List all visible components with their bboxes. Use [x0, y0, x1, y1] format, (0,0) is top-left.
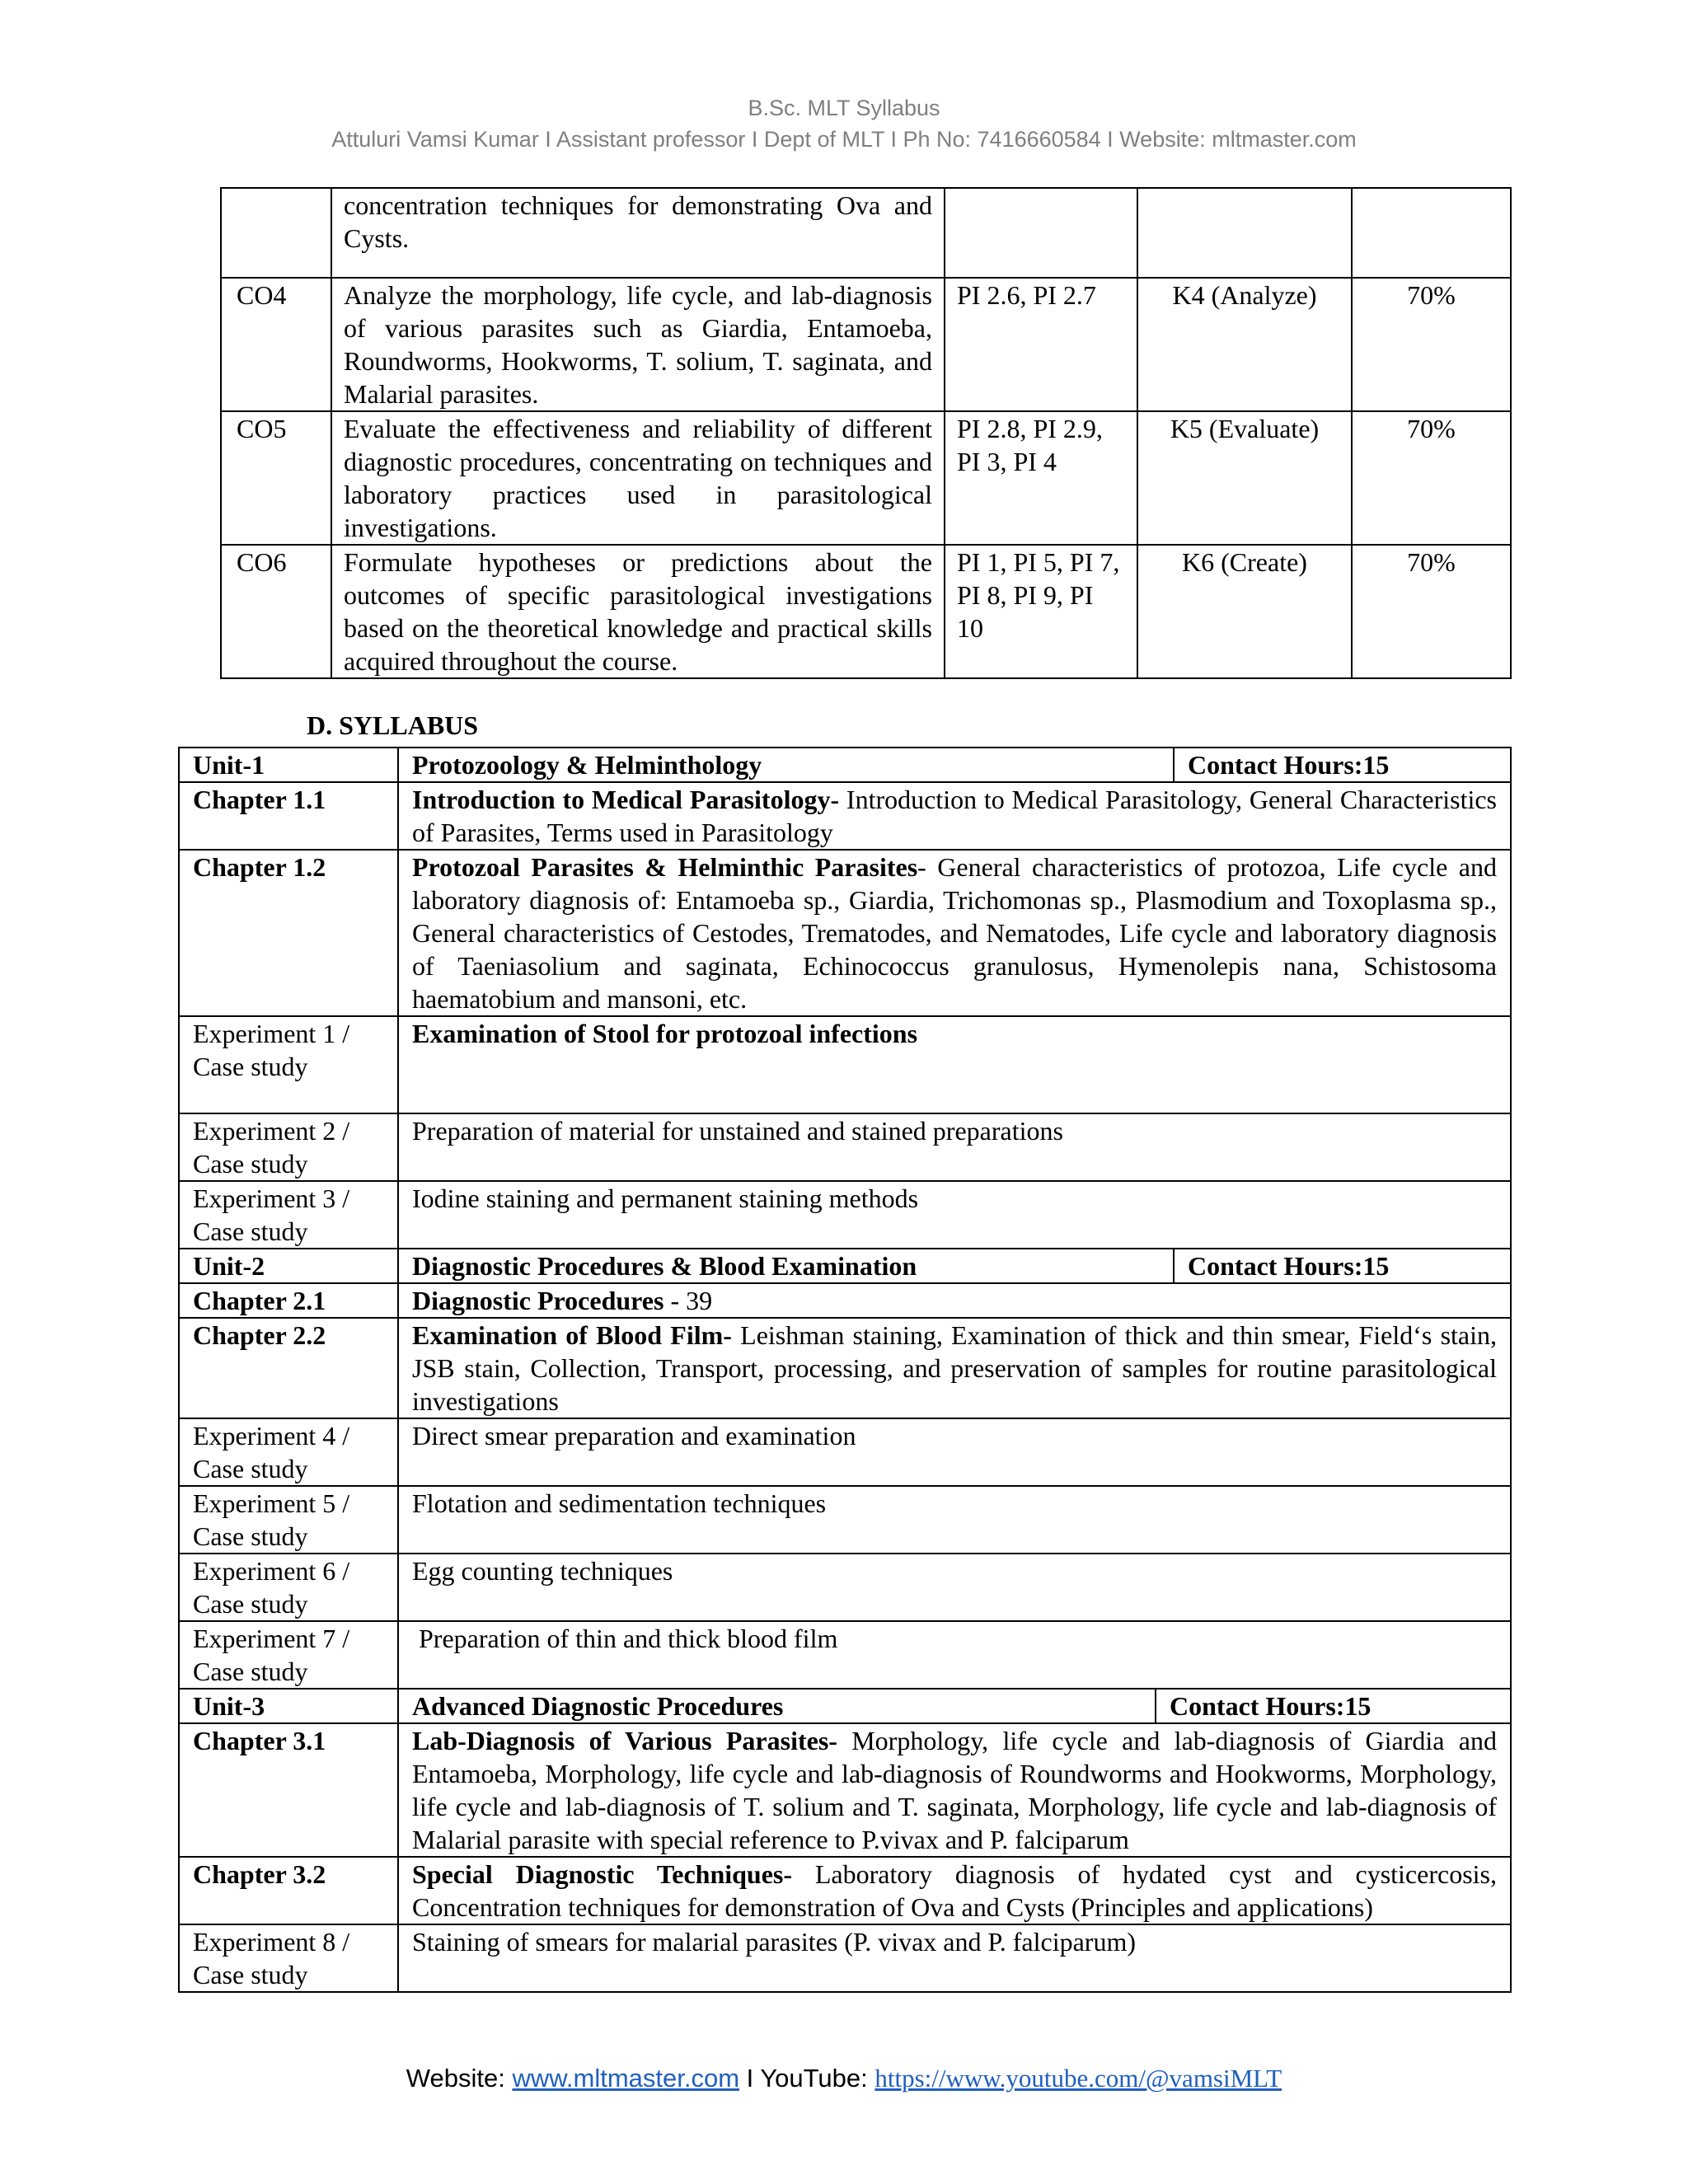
table-row	[221, 188, 1511, 278]
co-attainment: 70%	[1352, 278, 1511, 411]
course-outcomes-table	[220, 187, 1512, 679]
footer-separator: I YouTube:	[739, 2064, 875, 2093]
unit-label: Unit-1	[179, 748, 398, 782]
page-footer	[0, 2062, 1688, 2095]
experiment-row	[179, 1621, 1511, 1689]
experiment-row	[179, 1486, 1511, 1554]
experiment-text: Iodine staining and permanent staining methods	[398, 1181, 1511, 1249]
experiment-label: Experiment 3 / Case study	[179, 1181, 398, 1249]
contact-hours: Contact Hours:15	[1156, 1690, 1510, 1722]
contact-hours: Contact Hours:15	[1174, 748, 1510, 781]
chapter-heading: Protozoal Parasites & Helminthic Parasites	[412, 852, 918, 882]
co-attainment: 70%	[1352, 411, 1511, 545]
chapter-text: Morphology, life cycle and lab-diagnosis of Giardia and Entamoeba, Morphology, life cycle and lab-diagnosis of Roundworms and Hookworms, Morphology, life cycle and lab-diagnosis of T. solium and T. saginata, Morphology, life cycle and lab-diagnosis of Malarial parasite with special reference to P.vivax and P. falciparum	[412, 1726, 1498, 1854]
chapter-label: Chapter 3.1	[179, 1723, 398, 1857]
experiment-text: Preparation of thin and thick blood film	[398, 1621, 1511, 1689]
experiment-text: Staining of smears for malarial parasites (P. vivax and P. falciparum)	[398, 1924, 1511, 1992]
co-attainment	[1352, 188, 1511, 278]
youtube-link[interactable]: https://www.youtube.com/@vamsiMLT	[874, 2064, 1282, 2093]
chapter-content	[398, 1318, 1511, 1418]
co-pi: PI 1, PI 5, PI 7, PI 8, PI 9, PI 10	[945, 545, 1137, 678]
chapter-content	[398, 850, 1511, 1016]
chapter-heading: Examination of Blood Film-	[412, 1320, 732, 1350]
unit-title: Protozoology & Helminthology	[412, 750, 762, 780]
chapter-content	[398, 1857, 1511, 1924]
experiment-row	[179, 1554, 1511, 1621]
co-code: CO6	[221, 545, 331, 678]
unit-row	[179, 1249, 1511, 1283]
co-description: Formulate hypotheses or predictions about the outcomes of specific parasitological investigations based on the theoretical knowledge and practical skills acquired throughout the course.	[331, 545, 945, 678]
chapter-heading: Diagnostic Procedures	[412, 1286, 664, 1315]
experiment-label: Experiment 5 / Case study	[179, 1486, 398, 1554]
experiment-label: Experiment 6 / Case study	[179, 1554, 398, 1621]
chapter-heading: Introduction to Medical Parasitology-	[412, 785, 840, 814]
experiment-text: Preparation of material for unstained and stained preparations	[398, 1113, 1511, 1181]
chapter-label: Chapter 2.1	[179, 1283, 398, 1318]
header-title: B.Sc. MLT Syllabus	[748, 96, 940, 120]
chapter-row	[179, 1857, 1511, 1924]
chapter-content	[398, 782, 1511, 850]
header-author-line: Attuluri Vamsi Kumar I Assistant professor I Dept of MLT I Ph No: 7416660584 I Website: mltmaster.com	[331, 127, 1357, 152]
chapter-text: Leishman staining, Examination of thick and thin smear, Field‘s stain, JSB stain, Collection, Transport, processing, and preservation of samples for routine parasitological investigations	[412, 1320, 1498, 1416]
syllabus-table	[178, 747, 1512, 1993]
chapter-row	[179, 782, 1511, 850]
experiment-text: Examination of Stool for protozoal infections	[398, 1016, 1511, 1113]
chapter-row	[179, 1723, 1511, 1857]
experiment-row	[179, 1016, 1511, 1113]
experiment-text: Egg counting techniques	[398, 1554, 1511, 1621]
chapter-label: Chapter 1.1	[179, 782, 398, 850]
chapter-text: Introduction to Medical Parasitology, General Characteristics of Parasites, Terms used in Parasitology	[412, 785, 1498, 847]
experiment-row	[179, 1181, 1511, 1249]
experiment-row	[179, 1113, 1511, 1181]
co-knowledge-level	[1137, 188, 1352, 278]
experiment-label: Experiment 2 / Case study	[179, 1113, 398, 1181]
footer-website-label: Website:	[406, 2064, 513, 2093]
experiment-row	[179, 1924, 1511, 1992]
chapter-label: Chapter 1.2	[179, 850, 398, 1016]
experiment-label: Experiment 1 / Case study	[179, 1016, 398, 1113]
co-knowledge-level: K4 (Analyze)	[1137, 278, 1352, 411]
co-description: concentration techniques for demonstrating Ova and Cysts.	[331, 188, 945, 278]
chapter-label: Chapter 2.2	[179, 1318, 398, 1418]
chapter-text: - General characteristics of protozoa, Life cycle and laboratory diagnosis of: Entamoeba sp., Giardia, Trichomonas sp., Plasmodium and Toxoplasma sp., General characteristics of Cestodes, Trematodes, and Nematodes, Life cycle and laboratory diagnosis of Taeniasolium and saginata, Echinococcus granulosus, Hymenolepis nana, Schistosoma haematobium and mansoni, etc.	[412, 852, 1498, 1014]
chapter-label: Chapter 3.2	[179, 1857, 398, 1924]
co-code: CO5	[221, 411, 331, 545]
chapter-content	[398, 1723, 1511, 1857]
experiment-text: Flotation and sedimentation techniques	[398, 1486, 1511, 1554]
chapter-text: - 39	[663, 1286, 713, 1315]
co-code: CO4	[221, 278, 331, 411]
co-knowledge-level: K6 (Create)	[1137, 545, 1352, 678]
website-link[interactable]: www.mltmaster.com	[512, 2064, 740, 2093]
table-row	[221, 545, 1511, 678]
table-row	[221, 278, 1511, 411]
section-title: D. SYLLABUS	[307, 710, 479, 740]
unit-row	[179, 748, 1511, 782]
chapter-content	[398, 1283, 1511, 1318]
table-row	[221, 411, 1511, 545]
co-code	[221, 188, 331, 278]
contact-hours: Contact Hours:15	[1174, 1249, 1510, 1282]
unit-label: Unit-3	[179, 1689, 398, 1723]
experiment-row	[179, 1418, 1511, 1486]
chapter-heading: Lab-Diagnosis of Various Parasites-	[412, 1726, 837, 1755]
co-pi: PI 2.6, PI 2.7	[945, 278, 1137, 411]
experiment-text: Direct smear preparation and examination	[398, 1418, 1511, 1486]
co-description: Evaluate the effectiveness and reliability of different diagnostic procedures, concentrating on techniques and laboratory practices used in parasitological investigations.	[331, 411, 945, 545]
experiment-label: Experiment 4 / Case study	[179, 1418, 398, 1486]
experiment-label: Experiment 8 / Case study	[179, 1924, 398, 1992]
unit-title: Diagnostic Procedures & Blood Examination	[412, 1251, 917, 1281]
unit-label: Unit-2	[179, 1249, 398, 1283]
page-header	[0, 92, 1688, 155]
chapter-text: Laboratory diagnosis of hydated cyst and cysticercosis, Concentration techniques for demonstration of Ova and Cysts (Principles and applications)	[412, 1859, 1498, 1922]
co-description: Analyze the morphology, life cycle, and lab-diagnosis of various parasites such as Giardia, Entamoeba, Roundworms, Hookworms, T. solium, T. saginata, and Malarial parasites.	[331, 278, 945, 411]
chapter-row	[179, 850, 1511, 1016]
co-knowledge-level: K5 (Evaluate)	[1137, 411, 1352, 545]
co-pi: PI 2.8, PI 2.9, PI 3, PI 4	[945, 411, 1137, 545]
unit-row	[179, 1689, 1511, 1723]
chapter-heading: Special Diagnostic Techniques-	[412, 1859, 793, 1889]
co-pi	[945, 188, 1137, 278]
experiment-label: Experiment 7 / Case study	[179, 1621, 398, 1689]
co-attainment: 70%	[1352, 545, 1511, 678]
chapter-row	[179, 1283, 1511, 1318]
chapter-row	[179, 1318, 1511, 1418]
unit-title: Advanced Diagnostic Procedures	[412, 1691, 784, 1721]
